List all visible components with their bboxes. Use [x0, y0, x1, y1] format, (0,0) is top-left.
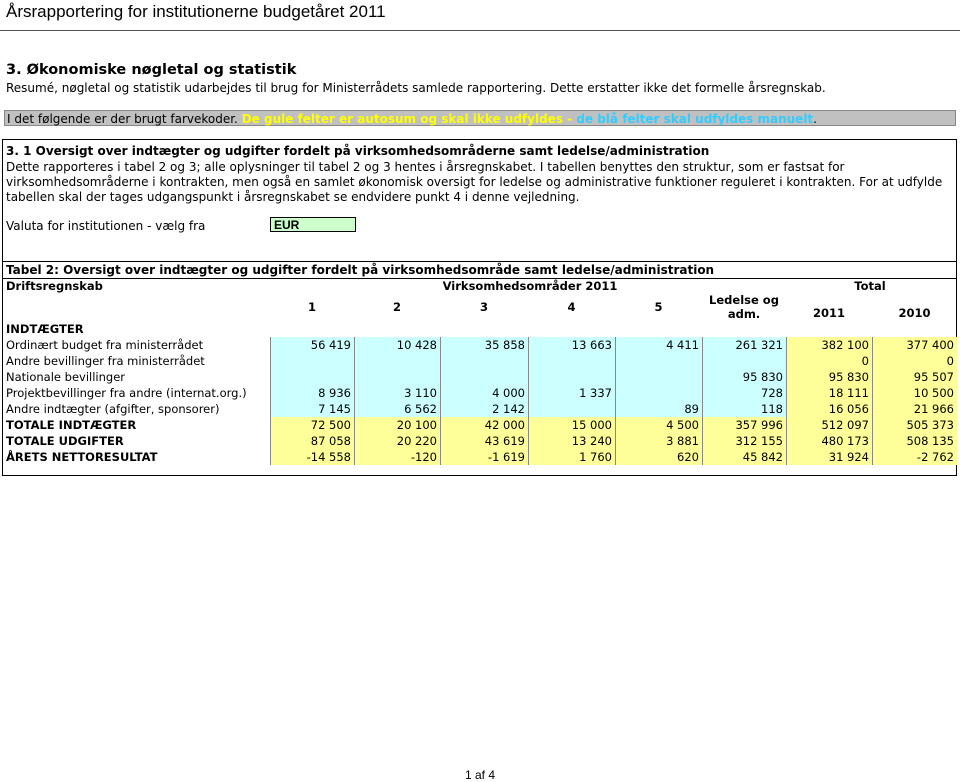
- currency-label: Valuta for institutionen - vælg fra: [6, 219, 206, 233]
- table-cell-bg: [270, 369, 354, 385]
- instruction-paragraph: Dette rapporteres i tabel 2 og 3; alle oplysninger til tabel 2 og 3 hentes i årsregnskabet. I tabellen benyttes den struktur, som er fastsat for virksomhedsområderne i kontrakten, men også en samlet økonomisk oversigt for ledelse og administrative funktioner reguleret i kontrakten. For at udfylde tabellen skal der tages udgangspunkt i årsregnskabet se endvidere punkt 4 i denne vejledning.: [6, 160, 943, 204]
- table-cell[interactable]: 261 321: [735, 338, 783, 352]
- table-cell: 13 240: [571, 434, 612, 448]
- page-footer: 1 af 4: [464, 768, 496, 782]
- column-header-2: 2: [392, 300, 401, 314]
- color-legend-bar: [4, 110, 956, 126]
- table-cell: 3 881: [666, 434, 699, 448]
- table-cell[interactable]: 10 428: [396, 338, 437, 352]
- table-cell: 0: [946, 354, 954, 368]
- group-header-total: Total: [854, 279, 886, 293]
- table-title: Tabel 2: Oversigt over indtægter og udgifter fordelt på virksomhedsområde samt ledelse/administration: [6, 263, 715, 277]
- table-cell: 512 097: [821, 418, 869, 432]
- section-subtitle: Resumé, nøgletal og statistik udarbejdes til brug for Ministerrådets samlede rapportering. Dette erstatter ikke det formelle årsregnskab.: [6, 81, 826, 95]
- table-cell[interactable]: 4 411: [666, 338, 699, 352]
- table-cell[interactable]: 6 562: [404, 402, 437, 416]
- table-cell-bg: [702, 353, 786, 369]
- table-cell[interactable]: 95 830: [742, 370, 783, 384]
- table-cell: 43 619: [484, 434, 525, 448]
- table-cell: 95 507: [913, 370, 954, 384]
- group-header-virksomhedsomraader: Virksomhedsområder 2011: [442, 279, 618, 293]
- row-label: Andre bevillinger fra ministerrådet: [6, 354, 205, 368]
- table-cell-bg: [354, 353, 440, 369]
- table-cell: -2 762: [916, 450, 954, 464]
- table-cell[interactable]: 728: [761, 386, 783, 400]
- column-header-3: 3: [479, 300, 488, 314]
- group-header-driftsregnskab: Driftsregnskab: [6, 279, 103, 293]
- table-cell[interactable]: 1 337: [579, 386, 612, 400]
- table-cell: 508 135: [906, 434, 954, 448]
- table-cell: 382 100: [821, 338, 869, 352]
- row-label: Nationale bevillinger: [6, 370, 126, 384]
- header-rule: [0, 30, 960, 31]
- row-label: Ordinært budget fra ministerrådet: [6, 338, 204, 352]
- table-cell: 0: [861, 354, 869, 368]
- table-cell: -1 619: [487, 450, 525, 464]
- legend-end: .: [813, 112, 817, 126]
- legend-blue-text: de blå felter skal udfyldes manuelt: [576, 112, 814, 126]
- document-title: Årsrapportering for institutionerne budgetåret 2011: [6, 2, 386, 21]
- table-cell[interactable]: 56 419: [310, 338, 351, 352]
- table-cell: 620: [677, 450, 699, 464]
- table-cell: 95 830: [828, 370, 869, 384]
- table-cell: -14 558: [306, 450, 351, 464]
- currency-select[interactable]: EUR: [270, 217, 356, 232]
- column-header-6: Ledelse og adm.: [709, 293, 779, 321]
- table-top-rule: [2, 261, 957, 262]
- table-cell: 20 220: [396, 434, 437, 448]
- column-header-1: 1: [307, 300, 316, 314]
- column-header-8: 2010: [898, 306, 931, 320]
- table-cell: 42 000: [484, 418, 525, 432]
- table-cell[interactable]: 2 142: [492, 402, 525, 416]
- column-header-4: 4: [567, 300, 576, 314]
- table-cell-bg: [528, 353, 615, 369]
- table-cell: 377 400: [906, 338, 954, 352]
- table-cell-bg: [528, 401, 615, 417]
- table-cell[interactable]: 8 936: [318, 386, 351, 400]
- column-header-7: 2011: [812, 306, 845, 320]
- row-label: ÅRETS NETTORESULTAT: [6, 450, 158, 464]
- table-cell: 15 000: [571, 418, 612, 432]
- table-cell: 16 056: [828, 402, 869, 416]
- table-cell: 10 500: [913, 386, 954, 400]
- table-cell: 505 373: [906, 418, 954, 432]
- table-cell: 20 100: [396, 418, 437, 432]
- row-label: Projektbevillinger fra andre (internat.org.): [6, 386, 247, 400]
- table-cell[interactable]: 3 110: [404, 386, 437, 400]
- table-cell[interactable]: 35 858: [484, 338, 525, 352]
- table-cell[interactable]: 89: [684, 402, 699, 416]
- table-cell-bg: [528, 369, 615, 385]
- column-header-5: 5: [654, 300, 663, 314]
- table-cell-bg: [615, 353, 702, 369]
- table-cell[interactable]: 7 145: [318, 402, 351, 416]
- table-cell-bg: [270, 353, 354, 369]
- table-cell: -120: [410, 450, 437, 464]
- row-label: TOTALE INDTÆGTER: [6, 418, 137, 432]
- table-cell: 357 996: [735, 418, 783, 432]
- table-cell: 21 966: [913, 402, 954, 416]
- table-cell[interactable]: 4 000: [492, 386, 525, 400]
- section-label-indtaegter: INDTÆGTER: [6, 322, 84, 336]
- section-title: 3. Økonomiske nøgletal og statistik: [6, 62, 297, 78]
- row-label: Andre indtægter (afgifter, sponsorer): [6, 402, 220, 416]
- table-cell-bg: [354, 369, 440, 385]
- table-cell-bg: [440, 369, 528, 385]
- table-cell-bg: [615, 385, 702, 401]
- table-cell: 31 924: [828, 450, 869, 464]
- legend-separator: -: [562, 112, 577, 126]
- table-cell: 72 500: [310, 418, 351, 432]
- subsection-title: 3. 1 Oversigt over indtægter og udgifter fordelt på virksomhedsområderne samt ledelse/administration: [6, 144, 710, 158]
- table-cell: 45 842: [742, 450, 783, 464]
- table-cell: 1 760: [579, 450, 612, 464]
- row-label: TOTALE UDGIFTER: [6, 434, 124, 448]
- table-cell[interactable]: 13 663: [571, 338, 612, 352]
- table-cell: 18 111: [828, 386, 869, 400]
- legend-intro: I det følgende er der brugt farvekoder.: [7, 112, 238, 126]
- table-cell: 4 500: [666, 418, 699, 432]
- table-cell: 480 173: [821, 434, 869, 448]
- table-cell-bg: [440, 353, 528, 369]
- table-cell: 312 155: [735, 434, 783, 448]
- legend-yellow-text: De gule felter er autosum og skal ikke udfyldes: [241, 112, 563, 126]
- table-cell-bg: [615, 369, 702, 385]
- table-cell: 87 058: [310, 434, 351, 448]
- table-cell[interactable]: 118: [761, 402, 783, 416]
